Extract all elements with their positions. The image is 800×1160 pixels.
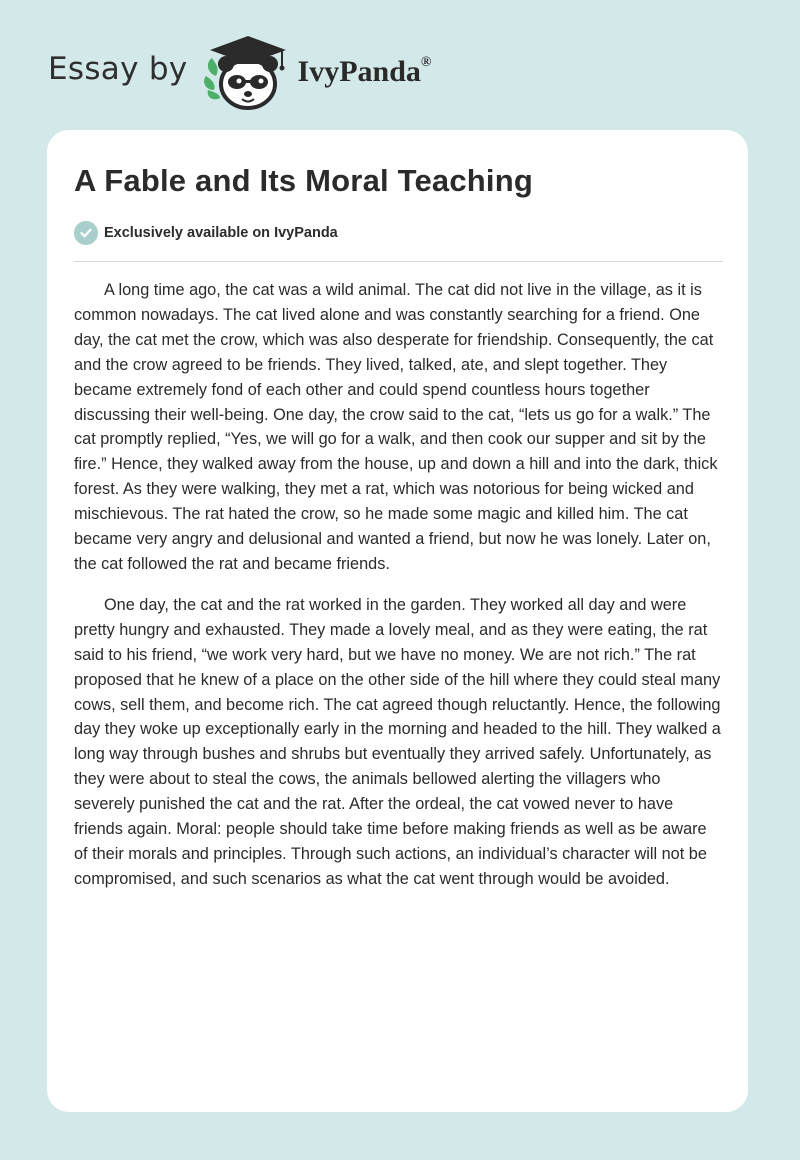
paragraph-1: A long time ago, the cat was a wild animal. The cat did not live in the village, as it is common nowadays. The cat lived alone and was constantly searching for a friend. One day, the cat met the crow, which was also desperate for friendship. Consequently, the cat and the crow agreed to be friends. They lived, talked, ate, and slept together. They became extremely fond of each other and could spend countless hours together discussing their well-being. One day, the crow said to the cat, “lets us go for a walk.” The cat promptly replied, “Yes, we will go for a walk, and then cook our supper and sit by the fire.” Hence, they walked away from the house, up and down a hill and into the dark, thick forest. As they were walking, they met a rat, which was notorious for being wicked and mischievous. The rat hated the crow, so he made some magic and killed him. The cat became very angry and delusional and wanted a friend, but now he was lonely. Later on, the cat followed the rat and became friends. — [74, 281, 718, 573]
exclusive-badge — [74, 221, 338, 245]
essay-body — [74, 278, 724, 908]
badge-label: Exclusively available on IvyPanda — [104, 225, 338, 241]
panda-graduate-logo-icon[interactable] — [202, 32, 294, 112]
page-title: A Fable and Its Moral Teaching — [74, 163, 534, 198]
registered-mark: ® — [420, 55, 432, 70]
divider — [74, 261, 723, 262]
checkmark-icon — [74, 221, 98, 245]
essay-by-label: Essay by — [48, 51, 188, 87]
essay-card — [47, 130, 748, 1112]
site-header — [48, 32, 752, 112]
paragraph-2: One day, the cat and the rat worked in the garden. They worked all day and were pretty hungry and exhausted. They made a lovely meal, and as they were eating, the rat said to his friend, “we work very hard, but we have no money. We are not rich.” The rat proposed that he knew of a place on the other side of the hill where they could steal many cows, sell them, and become rich. The cat agreed though reluctantly. Hence, the following day they woke up exceptionally early in the morning and headed to the hill. They walked a long way through bushes and shrubs but eventually they arrived safely. Unfortunately, as they were about to steal the cows, the animals bellowed alerting the villagers who severely punished the cat and the rat. After the ordeal, the cat vowed never to have friends again. Moral: people should take time before making friends as well as be aware of their morals and principles. Through such actions, an individual’s character will not be compromised, and such scenarios as what the cat went through would be avoided. — [74, 595, 721, 888]
brand-name[interactable]: IvyPanda® — [297, 55, 432, 88]
